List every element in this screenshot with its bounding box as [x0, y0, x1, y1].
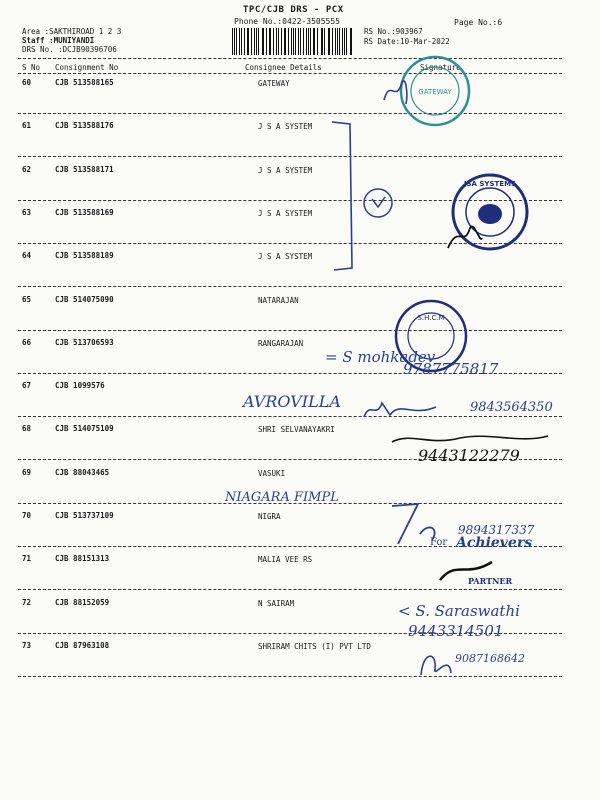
row-consignee: J S A SYSTEM [258, 209, 313, 218]
row-sno: 72 [22, 598, 32, 607]
handwritten-phone: 9443122279 [418, 446, 520, 465]
row-divider [18, 330, 562, 331]
row-consignee: J S A SYSTEM [258, 166, 313, 175]
barcode-bar [291, 28, 292, 55]
row-consignment: CJB 514075109 [55, 424, 114, 433]
row-sno: 60 [22, 78, 32, 87]
barcode-bar [351, 28, 352, 55]
barcode-bar [339, 28, 340, 55]
row-consignee: VASUKI [258, 469, 286, 478]
row-sno: 65 [22, 295, 32, 304]
partner-label: PARTNER [468, 576, 513, 586]
jsa-stamp-text: JSA SYSTEMS [463, 180, 517, 188]
signature-scribble [380, 74, 410, 108]
col-header-consignee: Consignee Details [245, 63, 322, 72]
partner-signature [436, 556, 496, 586]
row-sno: 64 [22, 251, 32, 260]
row-consignee: GATEWAY [258, 79, 290, 88]
row-consignment: CJB 513588189 [55, 251, 114, 260]
signature-scribble [444, 218, 484, 254]
handwritten-phone: 9894317337 [458, 523, 535, 537]
row-sno: 73 [22, 641, 32, 650]
row-sno: 67 [22, 381, 32, 390]
row-consignee: MALIA VEE RS [258, 555, 313, 564]
row-consignment: CJB 88152059 [55, 598, 110, 607]
row-consignee: SHRI SELVANAYAKRI [258, 425, 335, 434]
barcode-bar [281, 28, 282, 55]
row-consignee: NATARAJAN [258, 296, 299, 305]
row-consignee: J S A SYSTEM [258, 252, 313, 261]
row-consignment: CJB 513588176 [55, 121, 114, 130]
row-consignment: CJB 88043465 [55, 468, 110, 477]
row-divider [18, 416, 562, 417]
row-divider [18, 589, 562, 590]
barcode-bar [300, 28, 301, 55]
signature-scribble [390, 428, 550, 450]
handwritten-note: = S mohkadev [325, 348, 436, 366]
barcode-bar [317, 28, 318, 55]
rs-date: RS Date:10-Mar-2022 [364, 37, 450, 46]
row-consignment: CJB 88151313 [55, 554, 110, 563]
barcode-bar [332, 28, 333, 55]
row-consignee: J S A SYSTEM [258, 122, 313, 131]
row-sno: 68 [22, 424, 32, 433]
divider [18, 73, 562, 74]
row-consignee: N SAIRAM [258, 599, 295, 608]
row-divider [18, 676, 562, 677]
for-label: For [430, 537, 448, 548]
drs-title: TPC/CJB DRS - PCX [243, 5, 344, 15]
gateway-stamp-text: GATEWAY [418, 88, 452, 96]
row-consignee: SHRIRAM CHITS (I) PVT LTD [258, 642, 371, 651]
barcode-bar [314, 28, 315, 55]
barcode-bar [239, 28, 240, 55]
row-consignment: CJB 513588165 [55, 78, 114, 87]
barcode-bar [241, 28, 242, 55]
col-header-signature: Signature [420, 63, 461, 72]
row-sno: 66 [22, 338, 32, 347]
signature-scribble [388, 500, 448, 550]
barcode-bar [258, 28, 259, 55]
row-consignment: CJB 513588169 [55, 208, 114, 217]
phone-number: Phone No.:0422-3505555 [234, 17, 340, 26]
barcode-bar [232, 28, 233, 55]
row-sno: 71 [22, 554, 32, 563]
bracket-mark [330, 118, 358, 273]
barcode-bar [344, 28, 345, 55]
row-consignment: CJB 514075090 [55, 295, 114, 304]
row-divider [18, 156, 562, 157]
signature-scribble [415, 645, 455, 683]
page-number: Page No.:6 [454, 18, 503, 27]
seal-stamp-text: S.H.C.M [417, 314, 445, 322]
handwritten-phone: 9443314501 [408, 622, 504, 640]
barcode-bar [298, 28, 299, 55]
handwritten-phone: 9843564350 [470, 400, 553, 415]
row-sno: 61 [22, 121, 32, 130]
handwritten-phone: 9087168642 [455, 652, 525, 665]
barcode-bar [251, 28, 252, 55]
row-consignee: RANGARAJAN [258, 339, 304, 348]
barcode-bar [278, 28, 279, 55]
barcode [232, 28, 354, 55]
area-label: Area :SAKTHIROAD 1 2 3 [22, 27, 122, 36]
row-consignment: CJB 1099576 [55, 381, 105, 390]
row-divider [18, 286, 562, 287]
row-sno: 69 [22, 468, 32, 477]
row-consignment: CJB 513737109 [55, 511, 114, 520]
row-divider [18, 113, 562, 114]
barcode-bar [306, 28, 307, 55]
divider [18, 58, 562, 59]
handwritten-phone: 9787775817 [403, 360, 499, 378]
barcode-bar [254, 28, 255, 55]
handwritten-note: NIAGARA FIMPL [225, 490, 339, 505]
handwritten-note: < S. Saraswathi [398, 602, 520, 620]
drs-number: DRS No. :DCJB90396706 [22, 45, 117, 54]
row-consignment: CJB 513588171 [55, 165, 114, 174]
row-sno: 62 [22, 165, 32, 174]
row-sno: 70 [22, 511, 32, 520]
col-header-sno: S No [22, 63, 41, 72]
col-header-consignment: Consignment No [55, 63, 119, 72]
signature-scribble [360, 185, 396, 221]
row-consignment: CJB 87963108 [55, 641, 110, 650]
rs-number: RS No.:903967 [364, 27, 423, 36]
staff-label: Staff :MUNIYANDI [22, 36, 95, 45]
signature-scribble [360, 395, 440, 425]
handwritten-note: AVROVILLA [243, 392, 341, 411]
barcode-bar [266, 28, 267, 55]
barcode-bar [324, 28, 325, 55]
barcode-bar [273, 28, 274, 55]
achievers-stamp: Achievers [456, 535, 533, 551]
row-consignment: CJB 513706593 [55, 338, 114, 347]
row-sno: 63 [22, 208, 32, 217]
row-consignee: NIGRA [258, 512, 281, 521]
